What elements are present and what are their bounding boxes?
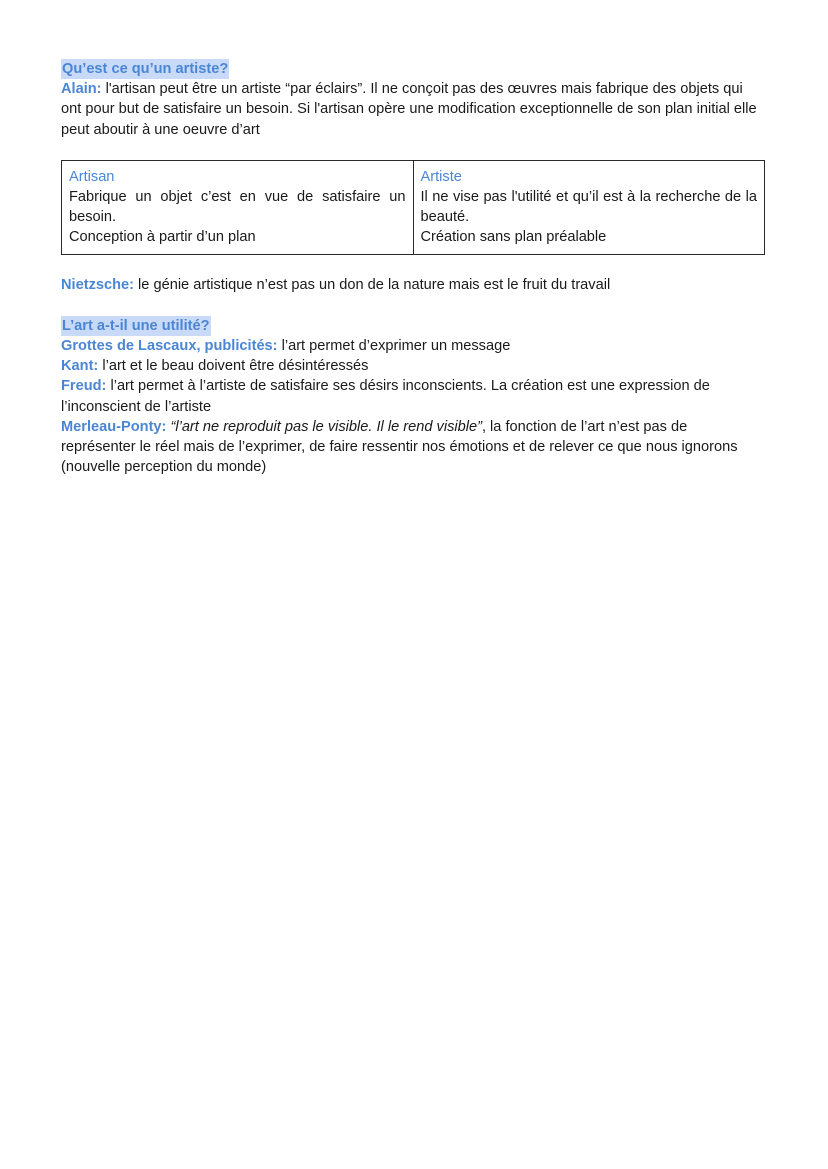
- nietzsche-text: le génie artistique n’est pas un don de la nature mais est le fruit du travail: [134, 276, 611, 293]
- lascaux-text: l’art permet d’exprimer un message: [277, 338, 511, 355]
- alain-paragraph: [61, 79, 765, 140]
- kant-paragraph: [61, 356, 765, 376]
- alain-text: l'artisan peut être un artiste “par éclairs”. Il ne conçoit pas des œuvres mais fabrique des objets qui ont pour but de satisfaire un besoin. Si l'artisan opère une modification exceptionnelle de son plan initial elle peut aboutir à une oeuvre d’art: [61, 81, 757, 138]
- lascaux-label: Grottes de Lascaux, publicités:: [61, 338, 278, 355]
- freud-text: l’art permet à l’artiste de satisfaire ses désirs inconscients. La création est une expression de l’inconscient de l’artiste: [61, 378, 710, 415]
- nietzsche-paragraph: [61, 275, 765, 295]
- merleau-ponty-paragraph: [61, 417, 765, 478]
- artiste-cell: [413, 160, 765, 254]
- artiste-title: Artiste: [420, 168, 462, 185]
- freud-label: Freud:: [61, 378, 107, 395]
- merleau-ponty-label: Merleau-Ponty:: [61, 418, 167, 435]
- freud-paragraph: [61, 376, 765, 416]
- artisan-line-1: Fabrique un objet c’est en vue de satisfaire un besoin.: [69, 189, 406, 226]
- section-heading-artist: Qu’est ce qu’un artiste?: [61, 59, 229, 79]
- table-row: [62, 160, 765, 254]
- document-page: [61, 59, 765, 477]
- artisan-artiste-table: [61, 160, 765, 255]
- nietzsche-label: Nietzsche:: [61, 276, 134, 293]
- section-what-is-artist: [61, 59, 765, 79]
- section-utility: [61, 316, 765, 336]
- kant-label: Kant:: [61, 358, 99, 375]
- section-heading-utility: L’art a-t-il une utilité?: [61, 316, 211, 336]
- artisan-title: Artisan: [69, 168, 115, 185]
- kant-text: l’art et le beau doivent être désintéressés: [98, 358, 369, 375]
- artiste-line-2: Création sans plan préalable: [420, 229, 607, 246]
- artisan-line-2: Conception à partir d’un plan: [69, 229, 256, 246]
- merleau-ponty-quote: “l’art ne reproduit pas le visible. Il le rend visible”: [166, 418, 482, 435]
- merleau-ponty-text: , la fonction de l’art n’est pas de représenter le réel mais de l’exprimer, de faire ressentir nos émotions et de relever ce que nous ignorons (nouvelle perception du monde): [61, 418, 738, 476]
- lascaux-paragraph: [61, 336, 765, 356]
- artiste-line-1: Il ne vise pas l'utilité et qu’il est à la recherche de la beauté.: [420, 189, 757, 226]
- artisan-cell: [62, 160, 414, 254]
- alain-label: Alain:: [61, 81, 102, 98]
